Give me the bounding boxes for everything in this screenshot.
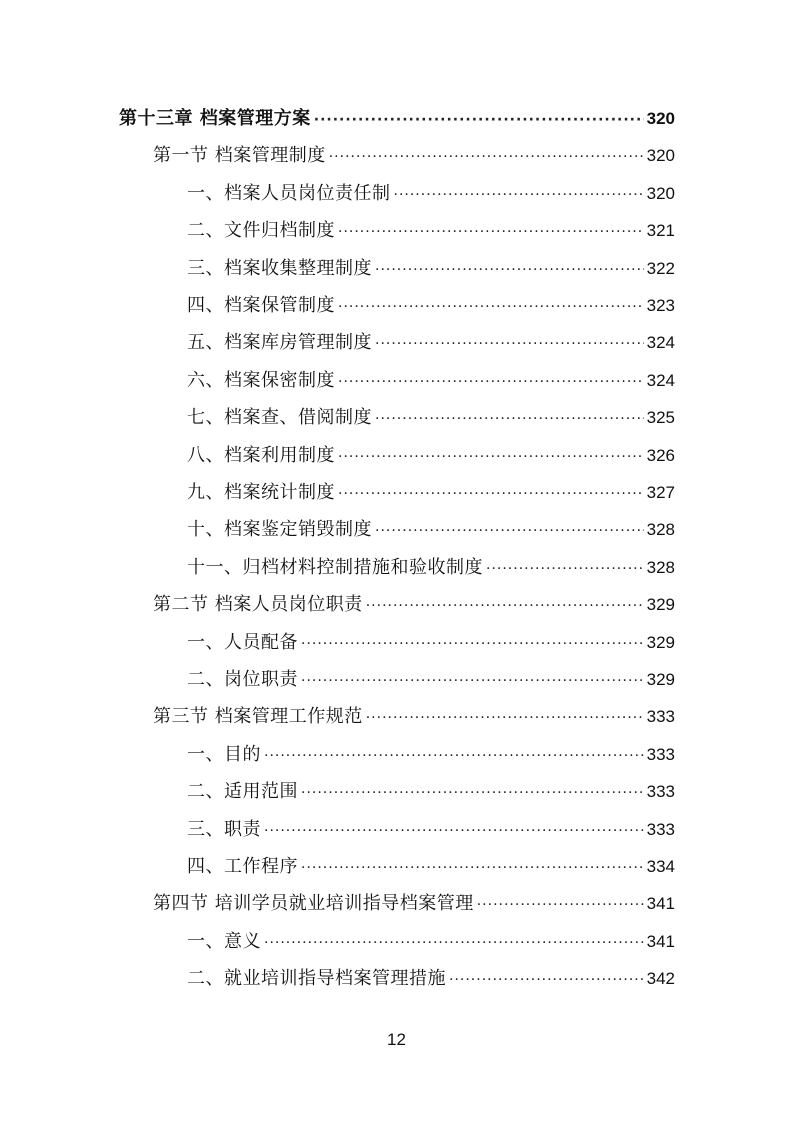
toc-entry-page: 341 <box>646 931 675 951</box>
toc-item-entry[interactable] <box>187 475 675 511</box>
toc-entry-label: 二、文件归档制度 <box>187 220 335 242</box>
toc-entry-page: 320 <box>646 146 675 166</box>
toc-section-entry[interactable] <box>153 587 675 623</box>
toc-dot-leader <box>366 700 644 736</box>
toc-entry-page: 326 <box>646 445 675 465</box>
toc-dot-leader <box>264 925 644 961</box>
toc-dot-leader <box>314 102 644 138</box>
toc-entry-label: 一、目的 <box>187 743 261 765</box>
toc-dot-leader <box>477 887 644 923</box>
page-number: 12 <box>387 1030 406 1049</box>
toc-entry-label: 一、意义 <box>187 930 261 952</box>
toc-entry-page: 325 <box>646 408 675 428</box>
toc-entry-page: 321 <box>646 221 675 241</box>
toc-entry-page: 334 <box>646 857 675 876</box>
toc-entry-page: 323 <box>646 296 675 315</box>
toc-entry-page: 324 <box>646 370 675 390</box>
toc-entry-label: 十一、归档材料控制措施和验收制度 <box>187 556 483 578</box>
toc-dot-leader <box>449 962 644 998</box>
toc-dot-leader <box>338 439 644 475</box>
toc-entry-page: 333 <box>646 819 675 839</box>
toc-item-entry[interactable] <box>187 737 675 773</box>
toc-dot-leader <box>338 364 644 400</box>
toc-entry-label: 第一节 档案管理制度 <box>153 145 326 167</box>
toc-entry-label: 第二节 档案人员岗位职责 <box>153 594 363 616</box>
toc-entry-page: 328 <box>646 557 675 577</box>
toc-entry-label: 一、档案人员岗位责任制 <box>187 182 391 204</box>
toc-entry-page: 328 <box>646 520 675 540</box>
toc-entry-page: 329 <box>646 632 675 652</box>
toc-entry-page: 322 <box>646 258 675 278</box>
toc-dot-leader <box>486 551 644 587</box>
toc-item-entry[interactable] <box>187 774 675 810</box>
toc-dot-leader <box>338 214 644 250</box>
toc-entry-label: 十、档案鉴定销毁制度 <box>187 519 372 541</box>
toc-item-entry[interactable] <box>187 438 675 474</box>
toc-item-entry[interactable] <box>187 924 675 960</box>
toc-dot-leader <box>301 626 644 662</box>
toc-dot-leader <box>329 139 644 175</box>
toc-entry-page: 320 <box>646 183 675 203</box>
toc-dot-leader <box>264 813 644 849</box>
toc-item-entry[interactable] <box>187 512 675 548</box>
toc-entry-page: 324 <box>646 333 675 353</box>
toc-chapter-entry[interactable] <box>119 101 675 137</box>
toc-entry-label: 三、职责 <box>187 818 261 840</box>
toc-item-entry[interactable] <box>187 812 675 848</box>
toc-dot-leader <box>375 401 644 437</box>
toc-item-entry[interactable] <box>187 849 675 885</box>
toc-item-entry[interactable] <box>187 251 675 287</box>
toc-dot-leader <box>338 476 644 512</box>
toc-dot-leader <box>338 289 644 325</box>
toc-entry-label: 第十三章 档案管理方案 <box>119 108 311 129</box>
toc-entry-page: 327 <box>646 483 675 502</box>
toc-entry-page: 320 <box>646 109 675 128</box>
toc-entry-page: 333 <box>646 782 675 802</box>
toc-entry-page: 342 <box>646 969 675 989</box>
toc-entry-label: 六、档案保密制度 <box>187 369 335 391</box>
toc-item-entry[interactable] <box>187 288 675 324</box>
toc-entry-page: 333 <box>646 744 675 764</box>
toc-dot-leader <box>375 252 644 288</box>
toc-dot-leader <box>301 775 644 811</box>
toc-entry-page: 329 <box>646 595 675 615</box>
toc-section-entry[interactable] <box>153 699 675 735</box>
toc-entry-label: 九、档案统计制度 <box>187 482 335 503</box>
toc-entry-label: 第三节 档案管理工作规范 <box>153 706 363 728</box>
toc-entry-label: 二、适用范围 <box>187 781 298 803</box>
toc-entry-label: 四、档案保管制度 <box>187 295 335 316</box>
toc-item-entry[interactable] <box>187 662 675 698</box>
toc-item-entry[interactable] <box>187 400 675 436</box>
toc-item-entry[interactable] <box>187 550 675 586</box>
toc-dot-leader <box>264 738 644 774</box>
toc-entry-label: 七、档案查、借阅制度 <box>187 407 372 429</box>
toc-dot-leader <box>366 588 644 624</box>
toc-item-entry[interactable] <box>187 213 675 249</box>
toc-entry-label: 四、工作程序 <box>187 856 298 877</box>
toc-entry-label: 五、档案库房管理制度 <box>187 332 372 354</box>
toc-entry-label: 二、岗位职责 <box>187 669 298 690</box>
toc-item-entry[interactable] <box>187 363 675 399</box>
toc-dot-leader <box>375 326 644 362</box>
toc-dot-leader <box>375 513 644 549</box>
toc-entry-page: 333 <box>646 707 675 727</box>
toc-dot-leader <box>301 850 644 886</box>
toc-dot-leader <box>301 663 644 699</box>
toc-item-entry[interactable] <box>187 325 675 361</box>
toc-entry-label: 第四节 培训学员就业培训指导档案管理 <box>153 893 474 915</box>
toc-entry-label: 一、人员配备 <box>187 631 298 653</box>
toc-item-entry[interactable] <box>187 961 675 997</box>
toc-entry-label: 二、就业培训指导档案管理措施 <box>187 968 446 990</box>
toc-section-entry[interactable] <box>153 886 675 922</box>
toc-entry-label: 三、档案收集整理制度 <box>187 257 372 279</box>
toc-item-entry[interactable] <box>187 176 675 212</box>
toc-item-entry[interactable] <box>187 625 675 661</box>
toc-section-entry[interactable] <box>153 138 675 174</box>
toc-entry-page: 329 <box>646 670 675 689</box>
toc-dot-leader <box>394 177 644 213</box>
toc-entry-label: 八、档案利用制度 <box>187 444 335 466</box>
toc-entry-page: 341 <box>646 894 675 914</box>
